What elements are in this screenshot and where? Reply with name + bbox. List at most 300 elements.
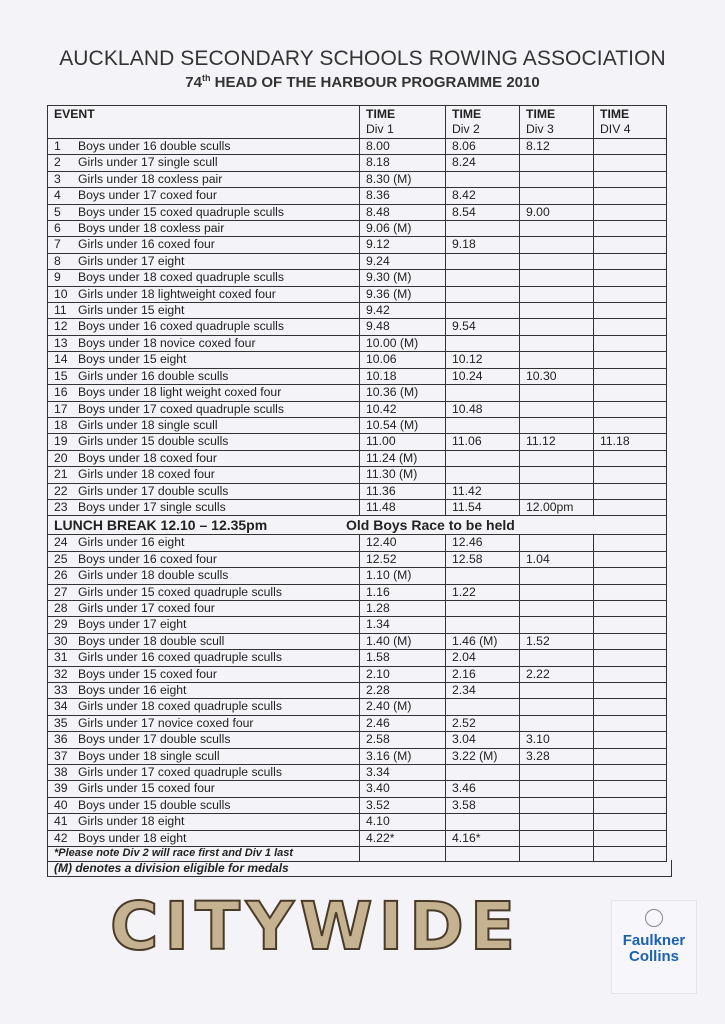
event-cell — [48, 600, 360, 616]
time-div3-cell: 10.30 — [520, 368, 594, 384]
event-number: 30 — [54, 633, 68, 648]
time-div2-cell — [446, 417, 520, 433]
time-div3-cell: 8.12 — [520, 139, 594, 155]
event-name: Girls under 18 eight — [78, 814, 185, 829]
event-name: Boys under 17 coxed four — [78, 188, 217, 203]
event-cell — [48, 683, 360, 699]
page-subtitle — [0, 73, 725, 91]
event-number: 31 — [54, 650, 68, 665]
time-div1-cell: 9.48 — [360, 319, 446, 335]
event-name: Boys under 16 double sculls — [78, 139, 231, 153]
time-div4-cell — [594, 450, 667, 466]
event-number: 28 — [54, 600, 68, 615]
event-name: Girls under 16 eight — [78, 535, 185, 550]
event-number: 10 — [54, 286, 68, 301]
time-div3-cell — [520, 253, 594, 269]
event-cell — [48, 617, 360, 633]
time-div2-cell — [446, 221, 520, 237]
lunch-cell — [48, 516, 667, 535]
event-name: Boys under 16 coxed quadruple sculls — [78, 319, 284, 334]
time-div4-cell — [594, 814, 667, 830]
table-row — [48, 253, 667, 269]
schedule-morning — [48, 139, 667, 516]
time-div4-cell — [594, 748, 667, 764]
time-div1-cell: 1.58 — [360, 650, 446, 666]
table-row — [48, 237, 667, 253]
time-div1-cell: 1.16 — [360, 584, 446, 600]
table-row — [48, 335, 667, 351]
event-number: 20 — [54, 450, 68, 465]
lunch-section — [48, 516, 667, 535]
time-div2-cell: 8.06 — [446, 139, 520, 155]
time-div2-cell — [446, 699, 520, 715]
time-div3-cell — [520, 830, 594, 846]
event-cell — [48, 303, 360, 319]
table-row — [48, 814, 667, 830]
time-div4-cell — [594, 237, 667, 253]
event-number: 25 — [54, 551, 68, 566]
time-div3-cell — [520, 467, 594, 483]
table-row — [48, 617, 667, 633]
time-div3-cell — [520, 715, 594, 731]
event-number: 40 — [54, 797, 68, 812]
table-row — [48, 352, 667, 368]
time-div3-cell — [520, 401, 594, 417]
table-row — [48, 385, 667, 401]
event-name: Boys under 18 double scull — [78, 633, 225, 648]
time-div1-cell: 11.48 — [360, 499, 446, 515]
time-div3-cell — [520, 303, 594, 319]
table-row — [48, 633, 667, 649]
time-div2-cell: 4.16* — [446, 830, 520, 846]
time-div1-cell: 2.58 — [360, 732, 446, 748]
footnote: *Please note Div 2 will race first and Div 1 last — [48, 847, 360, 862]
table-row — [48, 417, 667, 433]
time-div3-cell — [520, 699, 594, 715]
event-number: 7 — [54, 237, 61, 252]
event-cell — [48, 650, 360, 666]
table-row — [48, 499, 667, 515]
event-cell — [48, 732, 360, 748]
time-div4-cell — [594, 270, 667, 286]
time-div2-cell: 3.58 — [446, 797, 520, 813]
time-div3-cell — [520, 781, 594, 797]
time-div2-cell: 2.34 — [446, 683, 520, 699]
time-div1-cell: 10.42 — [360, 401, 446, 417]
event-name: Boys under 18 coxless pair — [78, 221, 225, 236]
time-div3-cell — [520, 814, 594, 830]
event-number: 24 — [54, 535, 68, 550]
time-div2-cell: 8.42 — [446, 188, 520, 204]
table-row — [48, 270, 667, 286]
time-div4-cell — [594, 551, 667, 567]
time-div3-cell — [520, 352, 594, 368]
event-name: Girls under 18 lightweight coxed four — [78, 286, 276, 301]
time-div1-cell: 11.36 — [360, 483, 446, 499]
time-div1-cell: 10.00 (M) — [360, 335, 446, 351]
event-name: Boys under 15 coxed quadruple sculls — [78, 204, 284, 219]
event-name: Girls under 17 eight — [78, 253, 185, 268]
event-number: 8 — [54, 253, 61, 268]
table-row — [48, 568, 667, 584]
event-name: Boys under 17 single sculls — [78, 499, 226, 514]
time-div2-cell — [446, 568, 520, 584]
col-header-event: EVENT — [48, 106, 360, 139]
event-number: 18 — [54, 417, 68, 432]
time-div4-cell — [594, 650, 667, 666]
event-cell — [48, 188, 360, 204]
event-name: Boys under 17 eight — [78, 617, 187, 632]
table-row — [48, 600, 667, 616]
time-div2-cell — [446, 600, 520, 616]
time-div4-cell — [594, 352, 667, 368]
time-div1-cell: 11.30 (M) — [360, 467, 446, 483]
faulkner-collins-emblem-icon — [645, 909, 663, 927]
time-div2-cell: 10.48 — [446, 401, 520, 417]
table-row — [48, 699, 667, 715]
time-div1-cell: 9.24 — [360, 253, 446, 269]
time-div2-cell — [446, 270, 520, 286]
time-div1-cell: 2.40 (M) — [360, 699, 446, 715]
event-cell — [48, 830, 360, 846]
table-row — [48, 139, 667, 155]
time-div3-cell — [520, 584, 594, 600]
schedule-afternoon — [48, 535, 667, 847]
time-div2-cell: 12.46 — [446, 535, 520, 551]
time-div1-cell: 12.52 — [360, 551, 446, 567]
event-name: Girls under 17 single scull — [78, 155, 218, 170]
event-cell — [48, 401, 360, 417]
table-row — [48, 286, 667, 302]
time-div1-cell: 1.40 (M) — [360, 633, 446, 649]
time-div1-cell: 2.10 — [360, 666, 446, 682]
time-div2-cell: 1.46 (M) — [446, 633, 520, 649]
time-div1-cell: 3.16 (M) — [360, 748, 446, 764]
event-cell — [48, 155, 360, 171]
event-number: 33 — [54, 683, 68, 697]
time-div3-cell — [520, 319, 594, 335]
time-div4-cell — [594, 499, 667, 515]
time-div2-cell — [446, 450, 520, 466]
table-row — [48, 434, 667, 450]
time-div3-cell: 1.52 — [520, 633, 594, 649]
event-number: 2 — [54, 155, 61, 170]
table-row — [48, 368, 667, 384]
event-cell — [48, 253, 360, 269]
time-div3-cell — [520, 765, 594, 781]
event-number: 15 — [54, 368, 68, 383]
event-cell — [48, 221, 360, 237]
time-div3-cell: 9.00 — [520, 204, 594, 220]
event-number: 3 — [54, 171, 61, 186]
event-number: 11 — [54, 303, 67, 318]
time-div4-cell — [594, 666, 667, 682]
table-row — [48, 467, 667, 483]
time-div3-cell — [520, 385, 594, 401]
col-header-div1: TIME Div 1 — [360, 106, 446, 139]
time-div2-cell — [446, 286, 520, 302]
table-row — [48, 765, 667, 781]
event-name: Boys under 18 coxed four — [78, 450, 217, 465]
event-cell — [48, 434, 360, 450]
event-cell — [48, 814, 360, 830]
time-div4-cell — [594, 483, 667, 499]
time-div4-cell — [594, 303, 667, 319]
col-header-div2: TIME Div 2 — [446, 106, 520, 139]
event-number: 4 — [54, 188, 61, 203]
time-div4-cell — [594, 385, 667, 401]
event-cell — [48, 535, 360, 551]
time-div4-cell — [594, 319, 667, 335]
time-div3-cell — [520, 683, 594, 699]
time-div3-cell — [520, 270, 594, 286]
table-row — [48, 797, 667, 813]
event-cell — [48, 237, 360, 253]
event-name: Girls under 15 coxed quadruple sculls — [78, 584, 282, 599]
time-div4-cell — [594, 781, 667, 797]
time-div4-cell — [594, 683, 667, 699]
time-div2-cell: 8.24 — [446, 155, 520, 171]
time-div2-cell: 3.04 — [446, 732, 520, 748]
event-number: 12 — [54, 319, 68, 334]
time-div1-cell: 3.40 — [360, 781, 446, 797]
time-div3-cell — [520, 483, 594, 499]
time-div4-cell — [594, 221, 667, 237]
time-div2-cell — [446, 253, 520, 269]
time-div1-cell: 2.28 — [360, 683, 446, 699]
event-number: 42 — [54, 830, 68, 845]
time-div3-cell: 2.22 — [520, 666, 594, 682]
event-number: 38 — [54, 765, 68, 780]
time-div1-cell: 8.48 — [360, 204, 446, 220]
event-name: Boys under 15 double sculls — [78, 797, 231, 812]
table-row — [48, 683, 667, 699]
time-div4-cell — [594, 286, 667, 302]
time-div4-cell — [594, 584, 667, 600]
event-cell — [48, 319, 360, 335]
time-div1-cell: 10.54 (M) — [360, 417, 446, 433]
table-row — [48, 171, 667, 187]
time-div2-cell: 3.22 (M) — [446, 748, 520, 764]
event-cell — [48, 286, 360, 302]
time-div1-cell: 3.52 — [360, 797, 446, 813]
table-row — [48, 551, 667, 567]
table-row — [48, 155, 667, 171]
time-div3-cell — [520, 535, 594, 551]
table-row — [48, 204, 667, 220]
event-name: Girls under 18 coxless pair — [78, 171, 223, 186]
time-div1-cell: 1.10 (M) — [360, 568, 446, 584]
time-div4-cell — [594, 699, 667, 715]
event-number: 19 — [54, 434, 68, 449]
time-div3-cell — [520, 335, 594, 351]
table-row — [48, 715, 667, 731]
event-name: Girls under 16 coxed quadruple sculls — [78, 650, 282, 665]
time-div3-cell: 11.12 — [520, 434, 594, 450]
schedule-table — [47, 105, 667, 862]
time-div1-cell: 10.06 — [360, 352, 446, 368]
time-div4-cell — [594, 732, 667, 748]
event-number: 14 — [54, 352, 68, 367]
event-cell — [48, 335, 360, 351]
event-number: 39 — [54, 781, 68, 796]
event-cell — [48, 352, 360, 368]
time-div3-cell — [520, 617, 594, 633]
event-number: 35 — [54, 715, 68, 730]
time-div4-cell — [594, 368, 667, 384]
col-header-div4: TIME DIV 4 — [594, 106, 667, 139]
old-boys-note: Old Boys Race to be held — [346, 517, 515, 534]
time-div3-cell — [520, 650, 594, 666]
time-div1-cell: 9.06 (M) — [360, 221, 446, 237]
event-cell — [48, 765, 360, 781]
event-number: 37 — [54, 748, 68, 763]
time-div1-cell: 2.46 — [360, 715, 446, 731]
time-div2-cell: 9.18 — [446, 237, 520, 253]
time-div2-cell — [446, 617, 520, 633]
table-row — [48, 732, 667, 748]
table-row — [48, 650, 667, 666]
event-name: Girls under 18 coxed four — [78, 467, 215, 482]
event-cell — [48, 450, 360, 466]
event-name: Girls under 18 coxed quadruple sculls — [78, 699, 282, 714]
time-div2-cell: 2.52 — [446, 715, 520, 731]
event-cell — [48, 417, 360, 433]
lunch-label: LUNCH BREAK 12.10 – 12.35pm — [54, 517, 268, 534]
time-div3-cell — [520, 600, 594, 616]
time-div3-cell — [520, 286, 594, 302]
table-row — [48, 303, 667, 319]
event-number: 36 — [54, 732, 68, 747]
event-name: Boys under 16 coxed four — [78, 551, 217, 566]
event-number: 16 — [54, 385, 68, 400]
time-div1-cell: 9.12 — [360, 237, 446, 253]
event-name: Boys under 17 double sculls — [78, 732, 231, 747]
subtitle-text: HEAD OF THE HARBOUR PROGRAMME 2010 — [210, 74, 540, 91]
time-div4-cell — [594, 417, 667, 433]
event-name: Girls under 17 coxed four — [78, 600, 215, 615]
event-number: 23 — [54, 499, 68, 514]
time-div1-cell: 8.30 (M) — [360, 171, 446, 187]
event-cell — [48, 270, 360, 286]
faulkner-collins-logo — [611, 900, 697, 994]
event-cell — [48, 385, 360, 401]
event-number: 1 — [54, 139, 61, 153]
time-div2-cell: 8.54 — [446, 204, 520, 220]
event-cell — [48, 715, 360, 731]
time-div1-cell: 8.00 — [360, 139, 446, 155]
time-div3-cell: 3.28 — [520, 748, 594, 764]
time-div3-cell: 3.10 — [520, 732, 594, 748]
event-number: 32 — [54, 666, 68, 681]
event-name: Boys under 18 novice coxed four — [78, 335, 256, 350]
table-row — [48, 584, 667, 600]
event-name: Boys under 16 eight — [78, 683, 187, 697]
event-number: 26 — [54, 568, 68, 583]
event-number: 29 — [54, 617, 68, 632]
faulkner-line1: Faulkner — [622, 932, 686, 949]
time-div4-cell — [594, 765, 667, 781]
event-cell — [48, 499, 360, 515]
event-cell — [48, 748, 360, 764]
time-div2-cell: 10.24 — [446, 368, 520, 384]
subtitle-ordinal-suffix: th — [201, 73, 211, 83]
time-div2-cell — [446, 335, 520, 351]
time-div1-cell: 1.34 — [360, 617, 446, 633]
time-div2-cell: 9.54 — [446, 319, 520, 335]
event-name: Girls under 16 coxed four — [78, 237, 215, 252]
event-name: Boys under 18 coxed quadruple sculls — [78, 270, 284, 285]
event-number: 5 — [54, 204, 61, 219]
event-cell — [48, 467, 360, 483]
table-row — [48, 666, 667, 682]
time-div4-cell — [594, 335, 667, 351]
time-div2-cell: 11.42 — [446, 483, 520, 499]
subtitle-ordinal: 74 — [185, 74, 202, 91]
time-div2-cell — [446, 385, 520, 401]
time-div3-cell — [520, 171, 594, 187]
event-name: Boys under 15 eight — [78, 352, 187, 367]
event-cell — [48, 568, 360, 584]
table-header-row — [48, 106, 667, 139]
time-div1-cell: 11.00 — [360, 434, 446, 450]
time-div3-cell — [520, 221, 594, 237]
time-div1-cell: 9.30 (M) — [360, 270, 446, 286]
time-div3-cell — [520, 417, 594, 433]
time-div2-cell: 11.54 — [446, 499, 520, 515]
event-number: 41 — [54, 814, 68, 829]
time-div1-cell: 10.18 — [360, 368, 446, 384]
time-div1-cell: 4.22* — [360, 830, 446, 846]
time-div1-cell: 8.18 — [360, 155, 446, 171]
event-cell — [48, 551, 360, 567]
table-row — [48, 781, 667, 797]
table-row — [48, 221, 667, 237]
time-div2-cell — [446, 467, 520, 483]
time-div2-cell: 1.22 — [446, 584, 520, 600]
time-div2-cell: 10.12 — [446, 352, 520, 368]
time-div4-cell — [594, 171, 667, 187]
event-cell — [48, 139, 360, 155]
event-number: 22 — [54, 483, 68, 498]
event-name: Girls under 15 double sculls — [78, 434, 229, 449]
time-div4-cell — [594, 715, 667, 731]
time-div2-cell: 12.58 — [446, 551, 520, 567]
time-div3-cell — [520, 237, 594, 253]
event-cell — [48, 633, 360, 649]
event-cell — [48, 699, 360, 715]
event-name: Girls under 17 double sculls — [78, 483, 229, 498]
event-name: Boys under 17 coxed quadruple sculls — [78, 401, 284, 416]
time-div4-cell — [594, 600, 667, 616]
citywide-logo: CITYWIDE — [110, 888, 522, 965]
event-cell — [48, 204, 360, 220]
table-row — [48, 188, 667, 204]
table-row — [48, 535, 667, 551]
time-div4-cell: 11.18 — [594, 434, 667, 450]
time-div2-cell: 3.46 — [446, 781, 520, 797]
event-name: Girls under 18 single scull — [78, 417, 218, 432]
table-row — [48, 401, 667, 417]
table-row — [48, 483, 667, 499]
event-cell — [48, 171, 360, 187]
lunch-row — [48, 516, 667, 535]
time-div1-cell: 4.10 — [360, 814, 446, 830]
time-div4-cell — [594, 467, 667, 483]
event-number: 27 — [54, 584, 68, 599]
time-div4-cell — [594, 253, 667, 269]
time-div3-cell — [520, 797, 594, 813]
